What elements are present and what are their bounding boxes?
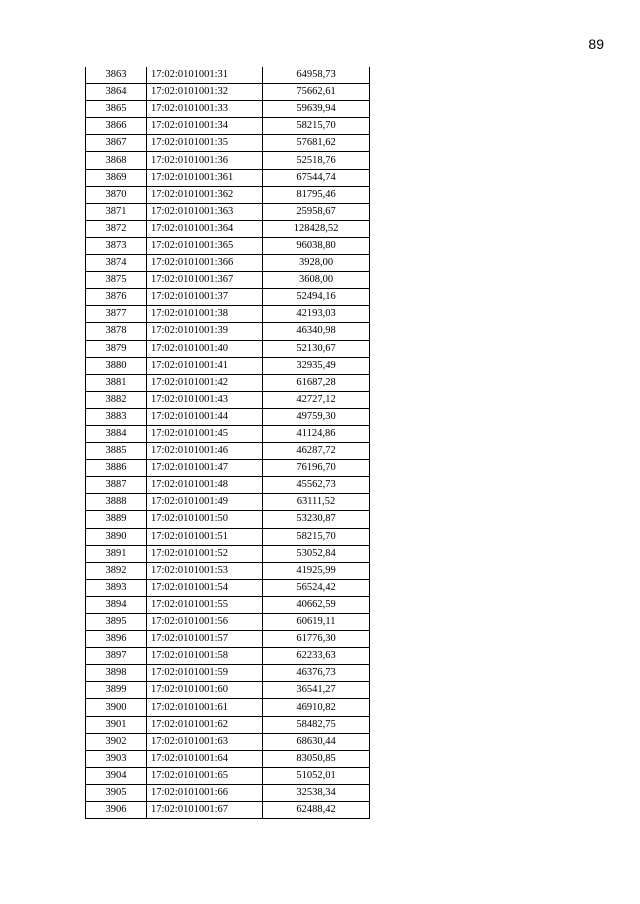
table-row — [86, 596, 370, 613]
row-number-cell: 3885 — [86, 443, 147, 460]
cadastral-number-cell: 17:02:0101001:55 — [147, 596, 263, 613]
row-number-cell: 3878 — [86, 323, 147, 340]
cadastral-number-cell: 17:02:0101001:44 — [147, 408, 263, 425]
row-number-cell: 3895 — [86, 614, 147, 631]
table-row — [86, 767, 370, 784]
table-row — [86, 135, 370, 152]
cadastral-number-cell: 17:02:0101001:47 — [147, 460, 263, 477]
cadastral-number-cell: 17:02:0101001:365 — [147, 237, 263, 254]
value-cell: 56524,42 — [263, 579, 370, 596]
cadastral-number-cell: 17:02:0101001:40 — [147, 340, 263, 357]
cadastral-number-cell: 17:02:0101001:45 — [147, 425, 263, 442]
value-cell: 58482,75 — [263, 716, 370, 733]
table-row — [86, 665, 370, 682]
value-cell: 46910,82 — [263, 699, 370, 716]
row-number-cell: 3886 — [86, 460, 147, 477]
cadastral-number-cell: 17:02:0101001:58 — [147, 648, 263, 665]
cadastral-number-cell: 17:02:0101001:54 — [147, 579, 263, 596]
table-row — [86, 733, 370, 750]
value-cell: 64958,73 — [263, 67, 370, 84]
cadastral-number-cell: 17:02:0101001:33 — [147, 101, 263, 118]
row-number-cell: 3883 — [86, 408, 147, 425]
row-number-cell: 3894 — [86, 596, 147, 613]
value-cell: 81795,46 — [263, 186, 370, 203]
row-number-cell: 3877 — [86, 306, 147, 323]
value-cell: 36541,27 — [263, 682, 370, 699]
value-cell: 62488,42 — [263, 802, 370, 819]
value-cell: 96038,80 — [263, 237, 370, 254]
value-cell: 45562,73 — [263, 477, 370, 494]
row-number-cell: 3889 — [86, 511, 147, 528]
table-row — [86, 511, 370, 528]
cadastral-number-cell: 17:02:0101001:46 — [147, 443, 263, 460]
value-cell: 63111,52 — [263, 494, 370, 511]
table-row — [86, 443, 370, 460]
cadastral-number-cell: 17:02:0101001:62 — [147, 716, 263, 733]
value-cell: 3928,00 — [263, 255, 370, 272]
table-row — [86, 118, 370, 135]
row-number-cell: 3899 — [86, 682, 147, 699]
row-number-cell: 3868 — [86, 152, 147, 169]
value-cell: 46376,73 — [263, 665, 370, 682]
table-row — [86, 682, 370, 699]
value-cell: 42727,12 — [263, 391, 370, 408]
table-row — [86, 408, 370, 425]
cadastral-number-cell: 17:02:0101001:59 — [147, 665, 263, 682]
row-number-cell: 3902 — [86, 733, 147, 750]
cadastral-number-cell: 17:02:0101001:36 — [147, 152, 263, 169]
row-number-cell: 3891 — [86, 545, 147, 562]
cadastral-number-cell: 17:02:0101001:31 — [147, 67, 263, 84]
value-cell: 76196,70 — [263, 460, 370, 477]
table-row — [86, 545, 370, 562]
row-number-cell: 3896 — [86, 631, 147, 648]
table-row — [86, 750, 370, 767]
row-number-cell: 3880 — [86, 357, 147, 374]
table-row — [86, 579, 370, 596]
cadastral-number-cell: 17:02:0101001:34 — [147, 118, 263, 135]
value-cell: 46340,98 — [263, 323, 370, 340]
cadastral-number-cell: 17:02:0101001:57 — [147, 631, 263, 648]
value-cell: 41124,86 — [263, 425, 370, 442]
row-number-cell: 3900 — [86, 699, 147, 716]
cadastral-number-cell: 17:02:0101001:367 — [147, 272, 263, 289]
cadastral-number-cell: 17:02:0101001:366 — [147, 255, 263, 272]
value-cell: 32538,34 — [263, 784, 370, 801]
cadastral-number-cell: 17:02:0101001:35 — [147, 135, 263, 152]
row-number-cell: 3884 — [86, 425, 147, 442]
table-row — [86, 237, 370, 254]
table-row — [86, 186, 370, 203]
table-row — [86, 306, 370, 323]
row-number-cell: 3906 — [86, 802, 147, 819]
cadastral-number-cell: 17:02:0101001:63 — [147, 733, 263, 750]
cadastral-number-cell: 17:02:0101001:37 — [147, 289, 263, 306]
table-row — [86, 460, 370, 477]
value-cell: 32935,49 — [263, 357, 370, 374]
value-cell: 46287,72 — [263, 443, 370, 460]
row-number-cell: 3897 — [86, 648, 147, 665]
table-row — [86, 220, 370, 237]
table-row — [86, 272, 370, 289]
table-row — [86, 340, 370, 357]
row-number-cell: 3871 — [86, 203, 147, 220]
value-cell: 68630,44 — [263, 733, 370, 750]
value-cell: 83050,85 — [263, 750, 370, 767]
value-cell: 58215,70 — [263, 528, 370, 545]
value-cell: 25958,67 — [263, 203, 370, 220]
table-row — [86, 374, 370, 391]
cadastral-number-cell: 17:02:0101001:39 — [147, 323, 263, 340]
row-number-cell: 3888 — [86, 494, 147, 511]
cadastral-number-cell: 17:02:0101001:361 — [147, 169, 263, 186]
table-row — [86, 152, 370, 169]
row-number-cell: 3887 — [86, 477, 147, 494]
row-number-cell: 3893 — [86, 579, 147, 596]
cadastral-number-cell: 17:02:0101001:51 — [147, 528, 263, 545]
table-row — [86, 289, 370, 306]
cadastral-number-cell: 17:02:0101001:60 — [147, 682, 263, 699]
table-row — [86, 323, 370, 340]
value-cell: 3608,00 — [263, 272, 370, 289]
table-row — [86, 784, 370, 801]
value-cell: 67544,74 — [263, 169, 370, 186]
table-row — [86, 648, 370, 665]
value-cell: 49759,30 — [263, 408, 370, 425]
value-cell: 62233,63 — [263, 648, 370, 665]
value-cell: 75662,61 — [263, 84, 370, 101]
row-number-cell: 3890 — [86, 528, 147, 545]
table-row — [86, 357, 370, 374]
value-cell: 59639,94 — [263, 101, 370, 118]
table-row — [86, 169, 370, 186]
cadastral-number-cell: 17:02:0101001:43 — [147, 391, 263, 408]
table-row — [86, 562, 370, 579]
cadastral-number-cell: 17:02:0101001:48 — [147, 477, 263, 494]
value-cell: 51052,01 — [263, 767, 370, 784]
table-row — [86, 494, 370, 511]
row-number-cell: 3864 — [86, 84, 147, 101]
value-cell: 58215,70 — [263, 118, 370, 135]
table-row — [86, 631, 370, 648]
row-number-cell: 3873 — [86, 237, 147, 254]
value-cell: 52130,67 — [263, 340, 370, 357]
cadastral-number-cell: 17:02:0101001:53 — [147, 562, 263, 579]
value-cell: 57681,62 — [263, 135, 370, 152]
table-row — [86, 614, 370, 631]
row-number-cell: 3881 — [86, 374, 147, 391]
value-cell: 41925,99 — [263, 562, 370, 579]
row-number-cell: 3872 — [86, 220, 147, 237]
row-number-cell: 3903 — [86, 750, 147, 767]
cadastral-number-cell: 17:02:0101001:363 — [147, 203, 263, 220]
cadastral-number-cell: 17:02:0101001:61 — [147, 699, 263, 716]
row-number-cell: 3874 — [86, 255, 147, 272]
table-row — [86, 101, 370, 118]
value-cell: 40662,59 — [263, 596, 370, 613]
row-number-cell: 3869 — [86, 169, 147, 186]
row-number-cell: 3866 — [86, 118, 147, 135]
value-cell: 61776,30 — [263, 631, 370, 648]
cadastral-number-cell: 17:02:0101001:67 — [147, 802, 263, 819]
table-row — [86, 425, 370, 442]
table-row — [86, 84, 370, 101]
cadastral-value-table — [85, 67, 370, 819]
table-row — [86, 528, 370, 545]
value-cell: 52518,76 — [263, 152, 370, 169]
row-number-cell: 3898 — [86, 665, 147, 682]
value-cell: 42193,03 — [263, 306, 370, 323]
table-row — [86, 699, 370, 716]
row-number-cell: 3867 — [86, 135, 147, 152]
row-number-cell: 3863 — [86, 67, 147, 84]
row-number-cell: 3904 — [86, 767, 147, 784]
cadastral-number-cell: 17:02:0101001:38 — [147, 306, 263, 323]
page-number: 89 — [588, 36, 604, 52]
row-number-cell: 3876 — [86, 289, 147, 306]
cadastral-number-cell: 17:02:0101001:362 — [147, 186, 263, 203]
row-number-cell: 3865 — [86, 101, 147, 118]
cadastral-number-cell: 17:02:0101001:65 — [147, 767, 263, 784]
value-cell: 60619,11 — [263, 614, 370, 631]
value-cell: 52494,16 — [263, 289, 370, 306]
row-number-cell: 3905 — [86, 784, 147, 801]
cadastral-number-cell: 17:02:0101001:52 — [147, 545, 263, 562]
cadastral-number-cell: 17:02:0101001:64 — [147, 750, 263, 767]
row-number-cell: 3882 — [86, 391, 147, 408]
row-number-cell: 3892 — [86, 562, 147, 579]
table-row — [86, 255, 370, 272]
value-cell: 53052,84 — [263, 545, 370, 562]
table-row — [86, 391, 370, 408]
table-body — [86, 67, 370, 819]
value-cell: 53230,87 — [263, 511, 370, 528]
row-number-cell: 3901 — [86, 716, 147, 733]
cadastral-number-cell: 17:02:0101001:41 — [147, 357, 263, 374]
row-number-cell: 3870 — [86, 186, 147, 203]
table-row — [86, 477, 370, 494]
value-cell: 128428,52 — [263, 220, 370, 237]
cadastral-number-cell: 17:02:0101001:364 — [147, 220, 263, 237]
cadastral-number-cell: 17:02:0101001:56 — [147, 614, 263, 631]
cadastral-number-cell: 17:02:0101001:32 — [147, 84, 263, 101]
cadastral-number-cell: 17:02:0101001:50 — [147, 511, 263, 528]
table-row — [86, 716, 370, 733]
table-row — [86, 67, 370, 84]
row-number-cell: 3875 — [86, 272, 147, 289]
cadastral-number-cell: 17:02:0101001:49 — [147, 494, 263, 511]
table-row — [86, 802, 370, 819]
table-row — [86, 203, 370, 220]
value-cell: 61687,28 — [263, 374, 370, 391]
row-number-cell: 3879 — [86, 340, 147, 357]
cadastral-number-cell: 17:02:0101001:42 — [147, 374, 263, 391]
cadastral-number-cell: 17:02:0101001:66 — [147, 784, 263, 801]
